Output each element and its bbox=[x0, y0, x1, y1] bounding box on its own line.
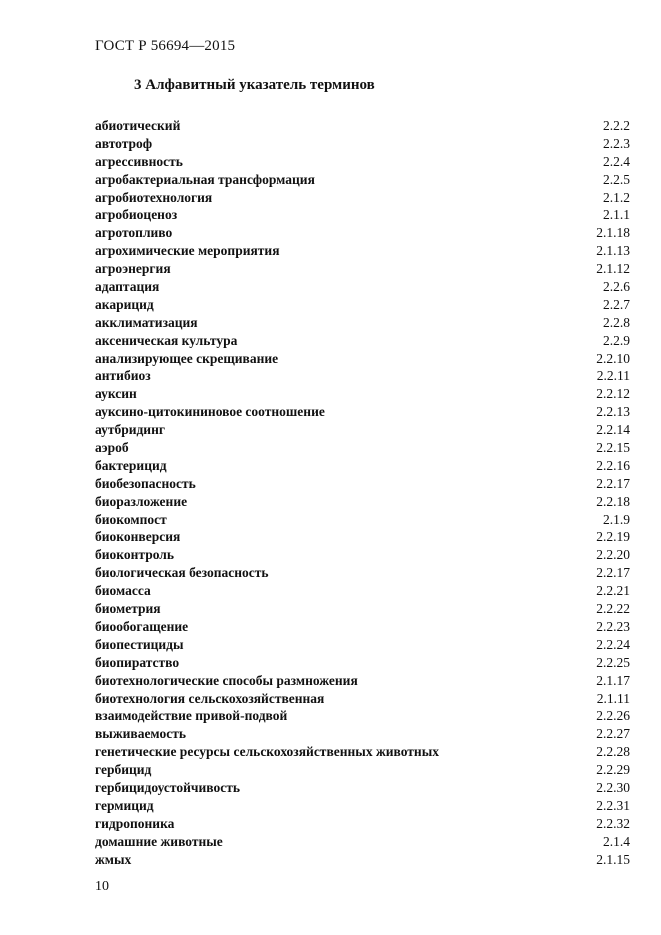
index-term: гидропоника bbox=[95, 815, 175, 831]
index-reference: 2.2.14 bbox=[596, 422, 630, 438]
index-reference: 2.2.12 bbox=[596, 386, 630, 402]
index-entry bbox=[95, 135, 630, 153]
page-number: 10 bbox=[95, 879, 109, 894]
index-term: ауксин bbox=[95, 386, 137, 402]
index-reference: 2.1.15 bbox=[596, 851, 630, 867]
index-entry bbox=[95, 224, 630, 242]
index-entry bbox=[95, 278, 630, 296]
index-entry bbox=[95, 511, 630, 529]
index-reference: 2.2.26 bbox=[596, 708, 630, 724]
index-entry bbox=[95, 600, 630, 618]
index-entry bbox=[95, 564, 630, 582]
index-reference: 2.2.29 bbox=[596, 762, 630, 778]
index-entry bbox=[95, 797, 630, 815]
index-term: аксеническая культура bbox=[95, 332, 238, 348]
index-term: жмых bbox=[95, 851, 132, 867]
index-entry bbox=[95, 439, 630, 457]
section-title: 3 Алфавитный указатель терминов bbox=[134, 77, 375, 93]
index-reference: 2.2.4 bbox=[603, 153, 630, 169]
index-term: биоразложение bbox=[95, 493, 188, 509]
index-entry bbox=[95, 636, 630, 654]
index-term: абиотический bbox=[95, 118, 181, 133]
index-reference: 2.1.2 bbox=[603, 189, 630, 205]
index-reference: 2.2.28 bbox=[596, 744, 630, 760]
index-entry bbox=[95, 851, 630, 869]
index-term: адаптация bbox=[95, 279, 160, 295]
index-entry bbox=[95, 206, 630, 224]
index-reference: 2.2.15 bbox=[596, 440, 630, 456]
index-reference: 2.2.17 bbox=[596, 475, 630, 491]
index-reference: 2.2.25 bbox=[596, 654, 630, 670]
index-term: бактерицид bbox=[95, 457, 167, 473]
index-reference: 2.2.10 bbox=[596, 350, 630, 366]
index-term: биометрия bbox=[95, 601, 161, 617]
index-entry bbox=[95, 707, 630, 725]
index-term: биоконверсия bbox=[95, 529, 181, 545]
index-entry bbox=[95, 332, 630, 350]
index-term: выживаемость bbox=[95, 726, 186, 742]
index-reference: 2.2.20 bbox=[596, 547, 630, 563]
index-term: агроэнергия bbox=[95, 261, 171, 277]
index-term: гербицидоустойчивость bbox=[95, 779, 241, 795]
index-term: биоконтроль bbox=[95, 547, 174, 563]
index-term: антибиоз bbox=[95, 368, 151, 384]
index-reference: 2.2.6 bbox=[603, 279, 630, 295]
index-entry bbox=[95, 618, 630, 636]
index-entry bbox=[95, 242, 630, 260]
index-entry bbox=[95, 672, 630, 690]
index-reference: 2.1.9 bbox=[603, 511, 630, 527]
index-reference: 2.1.11 bbox=[596, 690, 630, 706]
index-entry bbox=[95, 189, 630, 207]
index-term: аэроб bbox=[95, 440, 129, 456]
index-term: биопестициды bbox=[95, 636, 184, 652]
term-index-list bbox=[95, 117, 630, 868]
index-reference: 2.2.7 bbox=[603, 296, 630, 312]
index-reference: 2.2.24 bbox=[596, 636, 630, 652]
index-term: акклиматизация bbox=[95, 314, 198, 330]
index-term: агрохимические мероприятия bbox=[95, 243, 280, 259]
index-reference: 2.2.30 bbox=[596, 779, 630, 795]
index-entry bbox=[95, 385, 630, 403]
index-term: автотроф bbox=[95, 135, 153, 151]
index-entry bbox=[95, 421, 630, 439]
index-reference: 2.2.9 bbox=[603, 332, 630, 348]
index-term: домашние животные bbox=[95, 833, 223, 849]
index-reference: 2.2.3 bbox=[603, 135, 630, 151]
index-term: биокомпост bbox=[95, 511, 167, 527]
index-term: гербицид bbox=[95, 762, 152, 778]
index-term: генетические ресурсы сельскохозяйственных животных bbox=[95, 744, 439, 760]
index-reference: 2.2.21 bbox=[596, 583, 630, 599]
index-reference: 2.2.27 bbox=[596, 726, 630, 742]
index-term: биопиратство bbox=[95, 654, 180, 670]
index-reference: 2.2.2 bbox=[603, 118, 630, 133]
index-reference: 2.1.1 bbox=[603, 207, 630, 223]
index-reference: 2.1.18 bbox=[596, 225, 630, 241]
index-entry bbox=[95, 546, 630, 564]
index-reference: 2.2.19 bbox=[596, 529, 630, 545]
index-entry bbox=[95, 475, 630, 493]
index-reference: 2.2.22 bbox=[596, 601, 630, 617]
index-reference: 2.2.18 bbox=[596, 493, 630, 509]
index-entry bbox=[95, 314, 630, 332]
index-term: агрессивность bbox=[95, 153, 183, 169]
index-entry bbox=[95, 260, 630, 278]
index-term: агробиотехнология bbox=[95, 189, 213, 205]
index-term: гермицид bbox=[95, 797, 154, 813]
index-reference: 2.1.13 bbox=[596, 243, 630, 259]
index-reference: 2.1.12 bbox=[596, 261, 630, 277]
index-term: агробиоценоз bbox=[95, 207, 178, 223]
index-entry bbox=[95, 528, 630, 546]
index-entry bbox=[95, 725, 630, 743]
index-term: биотехнологические способы размножения bbox=[95, 672, 358, 688]
index-reference: 2.2.11 bbox=[596, 368, 630, 384]
index-entry bbox=[95, 815, 630, 833]
index-reference: 2.2.5 bbox=[603, 171, 630, 187]
index-entry bbox=[95, 582, 630, 600]
index-entry bbox=[95, 833, 630, 851]
index-entry bbox=[95, 403, 630, 421]
index-entry bbox=[95, 350, 630, 368]
index-entry bbox=[95, 493, 630, 511]
index-term: биотехнология сельскохозяйственная bbox=[95, 690, 325, 706]
index-reference: 2.2.8 bbox=[603, 314, 630, 330]
index-term: биобезопасность bbox=[95, 475, 196, 491]
index-reference: 2.2.17 bbox=[596, 565, 630, 581]
index-entry bbox=[95, 117, 630, 135]
index-term: ауксино-цитокининовое соотношение bbox=[95, 404, 325, 420]
index-entry bbox=[95, 690, 630, 708]
index-entry bbox=[95, 171, 630, 189]
index-term: агротопливо bbox=[95, 225, 173, 241]
index-reference: 2.2.13 bbox=[596, 404, 630, 420]
index-reference: 2.2.16 bbox=[596, 457, 630, 473]
index-reference: 2.2.31 bbox=[596, 797, 630, 813]
index-entry bbox=[95, 761, 630, 779]
index-entry bbox=[95, 457, 630, 475]
index-entry bbox=[95, 153, 630, 171]
index-term: биообогащение bbox=[95, 618, 189, 634]
index-term: анализирующее скрещивание bbox=[95, 350, 279, 366]
index-entry bbox=[95, 779, 630, 797]
index-term: биологическая безопасность bbox=[95, 565, 269, 581]
index-term: биомасса bbox=[95, 583, 151, 599]
index-reference: 2.2.23 bbox=[596, 618, 630, 634]
document-header: ГОСТ Р 56694—2015 bbox=[95, 38, 236, 54]
index-entry bbox=[95, 743, 630, 761]
index-reference: 2.1.4 bbox=[603, 833, 630, 849]
index-term: взаимодействие привой-подвой bbox=[95, 708, 288, 724]
index-entry bbox=[95, 296, 630, 314]
index-entry bbox=[95, 367, 630, 385]
index-reference: 2.2.32 bbox=[596, 815, 630, 831]
index-reference: 2.1.17 bbox=[596, 672, 630, 688]
index-entry bbox=[95, 654, 630, 672]
index-term: аутбридинг bbox=[95, 422, 165, 438]
index-term: акарицид bbox=[95, 296, 154, 312]
index-term: агробактериальная трансформация bbox=[95, 171, 315, 187]
